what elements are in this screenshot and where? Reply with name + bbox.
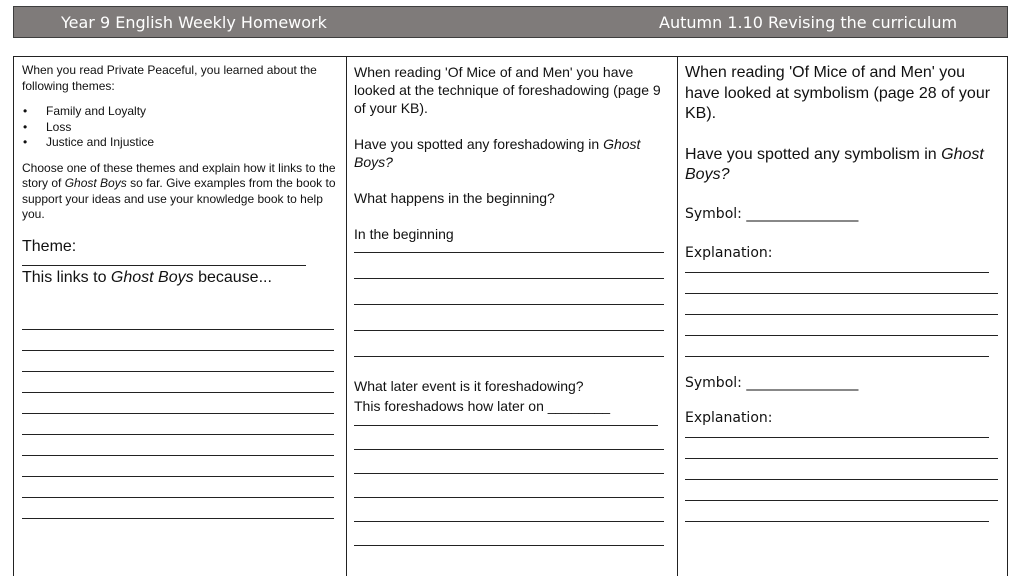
answer-line[interactable] xyxy=(685,501,989,522)
later-event-question: What later event is it foreshadowing? xyxy=(354,378,584,394)
answer-line[interactable] xyxy=(22,414,334,435)
answer-line[interactable] xyxy=(685,294,998,315)
worksheet-title: Year 9 English Weekly Homework xyxy=(61,13,327,32)
links-prompt: This links to Ghost Boys because... xyxy=(22,269,272,286)
answer-line[interactable] xyxy=(22,498,334,519)
theme-label: Theme: xyxy=(22,237,77,255)
answer-line[interactable] xyxy=(354,243,664,253)
answer-line[interactable] xyxy=(22,456,334,477)
answer-line[interactable] xyxy=(354,474,664,498)
answer-line[interactable] xyxy=(22,312,334,330)
answer-line[interactable] xyxy=(354,498,664,522)
symbol-2-label: Symbol: ________________ xyxy=(685,374,859,391)
answer-line[interactable] xyxy=(685,261,989,273)
foreshadows-prompt: This foreshadows how later on ________ xyxy=(354,398,611,414)
worksheet-grid xyxy=(13,56,1008,576)
later-answer-lines xyxy=(354,415,677,546)
answer-line[interactable] xyxy=(354,450,664,474)
themes-intro: When you read Private Peaceful, you learned about the following themes: xyxy=(22,63,317,93)
foreshadowing-intro: When reading 'Of Mice of and Men' you have looked at the technique of foreshadowing (page 9 of your KB). xyxy=(354,64,661,116)
explanation-2-lines xyxy=(685,426,1007,522)
answer-line[interactable] xyxy=(22,435,334,456)
beginning-prompt: In the beginning xyxy=(354,226,454,242)
answer-line[interactable] xyxy=(685,315,998,336)
answer-line[interactable] xyxy=(22,372,334,393)
header-bar xyxy=(13,6,1008,38)
answer-line[interactable] xyxy=(354,253,664,279)
answer-line[interactable] xyxy=(354,331,664,357)
foreshadowing-question: Have you spotted any foreshadowing in Ghost Boys? xyxy=(354,136,641,170)
themes-task: Choose one of these themes and explain how it links to the story of Ghost Boys so far. Give examples from the book to support your ideas and use your knowledge book to help you. xyxy=(22,160,336,221)
answer-line[interactable] xyxy=(354,305,664,331)
theme-answer-line[interactable] xyxy=(22,265,306,266)
answer-line[interactable] xyxy=(354,522,664,546)
unit-title: Autumn 1.10 Revising the curriculum xyxy=(659,13,958,32)
links-answer-lines xyxy=(22,312,346,519)
answer-line[interactable] xyxy=(685,459,998,480)
answer-line[interactable] xyxy=(685,438,998,459)
beginning-answer-lines xyxy=(354,243,677,357)
answer-line[interactable] xyxy=(354,279,664,305)
symbolism-question: Have you spotted any symbolism in Ghost Boys? xyxy=(685,145,984,183)
symbolism-column xyxy=(678,57,1007,576)
explanation-2-label: Explanation: xyxy=(685,409,773,426)
themes-column xyxy=(14,57,347,576)
answer-line[interactable] xyxy=(354,415,658,426)
answer-line[interactable] xyxy=(22,351,334,372)
answer-line[interactable] xyxy=(22,477,334,498)
symbolism-intro: When reading 'Of Mice of and Men' you have looked at symbolism (page 28 of your KB). xyxy=(685,64,991,122)
symbol-1-label: Symbol: ________________ xyxy=(685,205,859,222)
explanation-1-lines xyxy=(685,261,1007,357)
answer-line[interactable] xyxy=(354,426,664,450)
themes-list xyxy=(22,104,346,151)
answer-line[interactable] xyxy=(685,480,998,501)
explanation-1-label: Explanation: xyxy=(685,244,773,261)
answer-line[interactable] xyxy=(22,330,334,351)
beginning-question: What happens in the beginning? xyxy=(354,190,555,206)
theme-item: • Loss xyxy=(22,120,346,136)
answer-line[interactable] xyxy=(685,336,989,357)
theme-item: • Family and Loyalty xyxy=(22,104,346,120)
theme-item: • Justice and Injustice xyxy=(22,135,346,151)
answer-line[interactable] xyxy=(685,426,989,438)
foreshadowing-column xyxy=(347,57,678,576)
answer-line[interactable] xyxy=(22,393,334,414)
answer-line[interactable] xyxy=(685,273,998,294)
